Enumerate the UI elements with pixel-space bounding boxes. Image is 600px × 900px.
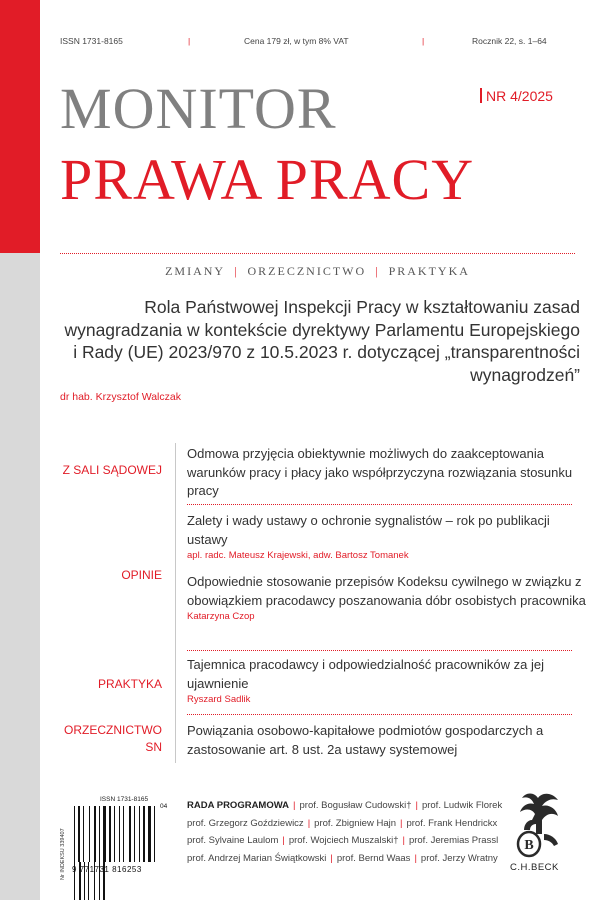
board-member: prof. Frank Hendrickx <box>406 817 498 829</box>
category-opinie: OPINIE <box>121 568 162 582</box>
barcode <box>60 796 172 880</box>
board-separator: | <box>414 852 417 864</box>
article-4 <box>187 656 587 705</box>
barcode-bar <box>116 806 118 862</box>
board-member: prof. Andrzej Marian Świątkowski <box>187 852 327 864</box>
issue-bar <box>480 88 482 103</box>
board-row <box>187 832 507 850</box>
barcode-bar <box>136 806 138 862</box>
board-separator: | <box>402 835 405 846</box>
barcode-bar <box>85 806 88 862</box>
article-title: Odpowiednie stosowanie przepisów Kodeksu cywilnego w związku z obowiązkiem pracodawcy poszanowania dóbr osobistych pracownika <box>187 574 586 608</box>
barcode-bar <box>83 806 84 862</box>
article-2 <box>187 512 587 561</box>
barcode-bar <box>123 806 124 862</box>
board-row <box>187 850 507 868</box>
contents-vertical-rule <box>175 443 176 763</box>
board-row <box>187 797 507 815</box>
top-separator: | <box>188 36 191 46</box>
barcode-bar <box>143 806 145 862</box>
lead-article-title: Rola Państwowej Inspekcji Pracy w kształtowaniu zasad wynagradzania w kontekście dyrektywy Parlamentu Europejskiego i Rady (UE) 2023/970 z 10.5.2023 r. dotyczącej „transparentności wynagrodzeń” <box>64 297 580 385</box>
board-separator: | <box>282 835 285 846</box>
article-author: apl. radc. Mateusz Krajewski, adw. Bartosz Tomanek <box>187 550 409 561</box>
barcode-bar <box>76 806 77 862</box>
board-separator: | <box>415 800 418 811</box>
barcode-issn: ISSN 1731-8165 <box>100 796 149 803</box>
board-member: prof. Zbigniew Hajn <box>314 817 397 829</box>
barcode-bar <box>132 806 133 862</box>
board-row <box>187 815 507 833</box>
article-3 <box>187 573 587 622</box>
barcode-bar <box>109 806 111 862</box>
category-orzecznictwo-sn: ORZECZNICTWO SN <box>64 723 162 754</box>
barcode-bar <box>139 806 140 862</box>
issue-number-text: NR 4/2025 <box>486 88 553 104</box>
section-separator: | <box>234 264 239 278</box>
barcode-bar <box>94 806 96 862</box>
article-divider <box>187 650 572 651</box>
masthead-divider <box>60 253 575 254</box>
barcode-bar <box>121 806 122 862</box>
section-orzecznictwo: ORZECZNICTWO <box>247 264 367 278</box>
board-member: prof. Jeremias Prassl <box>408 835 499 846</box>
board-separator: | <box>400 817 403 829</box>
griffin-logo-icon <box>508 790 570 870</box>
board-member: prof. Jerzy Wratny <box>420 852 498 864</box>
board-separator: | <box>330 852 333 864</box>
masthead-line-1: MONITOR <box>60 76 337 141</box>
article-divider <box>187 714 572 715</box>
barcode-bar <box>156 806 158 862</box>
barcode-index-text: Nr INDEKSU 339407 <box>60 828 66 880</box>
barcode-bar <box>107 806 108 862</box>
category-praktyka: PRAKTYKA <box>97 677 162 691</box>
publisher-name: C.H.BECK <box>510 862 559 873</box>
spine-grey-band <box>0 253 40 900</box>
barcode-bar <box>99 806 100 862</box>
spine-red-band <box>0 0 40 253</box>
board-member: prof. Sylvaine Laulom <box>187 835 279 846</box>
article-title: Odmowa przyjęcia obiektywnie możliwych do zaakceptowania warunków pracy i płacy jako współprzyczyna rozwiązania stosunku pracy <box>187 446 573 498</box>
board-member: prof. Wojciech Muszalski <box>288 835 394 846</box>
article-title: Tajemnica pracodawcy i odpowiedzialność pracowników za jej ujawnienie <box>187 657 544 691</box>
article-title: Powiązania osobowo-kapitałowe podmiotów gospodarczych a zastosowanie art. 8 ust. 2a ustawy systemowej <box>187 723 544 757</box>
lead-article-author: dr hab. Krzysztof Walczak <box>60 391 181 403</box>
issue-number <box>480 88 553 104</box>
barcode-bar <box>146 806 147 862</box>
board-member: prof. Bogusław Cudowski <box>299 800 407 811</box>
issn-text: ISSN 1731-8165 <box>60 36 123 46</box>
section-praktyka: PRAKTYKA <box>388 264 470 278</box>
section-zmiany: ZMIANY <box>165 264 226 278</box>
barcode-bar <box>129 806 131 862</box>
board-member: prof. Ludwik Florek <box>421 800 503 811</box>
dagger-mark: † <box>393 835 399 846</box>
article-author: Katarzyna Czop <box>187 611 255 622</box>
category-z-sali-sadowej: Z SALI SĄDOWEJ <box>62 463 162 477</box>
board-member: prof. Grzegorz Goździewicz <box>187 817 304 829</box>
board-label: RADA PROGRAMOWA <box>187 800 290 811</box>
barcode-bar <box>101 806 102 862</box>
masthead-line-2: PRAWA PRACY <box>60 147 475 212</box>
price-text: Cena 179 zł, w tym 8% VAT <box>244 36 349 46</box>
article-5 <box>187 722 587 759</box>
section-list <box>60 264 575 279</box>
barcode-number: 9 771731 816253 <box>72 865 142 874</box>
barcode-bar <box>78 806 80 862</box>
board-separator: | <box>307 817 311 829</box>
section-separator: | <box>375 264 380 278</box>
program-board <box>187 797 507 867</box>
lead-article <box>60 296 580 403</box>
article-title: Zalety i wady ustawy o ochronie sygnalistów – rok po publikacji ustawy <box>187 513 550 547</box>
logo-monogram: B <box>524 838 534 853</box>
article-divider <box>187 504 572 505</box>
barcode-bar <box>152 806 153 862</box>
board-separator: | <box>293 800 296 811</box>
article-author: Ryszard Sadlik <box>187 694 251 705</box>
top-separator: | <box>422 36 425 46</box>
barcode-addon: 04 <box>160 803 168 810</box>
article-1 <box>187 445 587 501</box>
barcode-bar <box>114 806 115 862</box>
barcode-bar <box>91 806 93 862</box>
board-member: prof. Bernd Waas <box>336 852 411 864</box>
dagger-mark: † <box>406 800 412 811</box>
barcode-bar <box>154 806 155 862</box>
volume-text: Rocznik 22, s. 1–64 <box>472 36 547 46</box>
barcode-bars <box>74 806 160 862</box>
